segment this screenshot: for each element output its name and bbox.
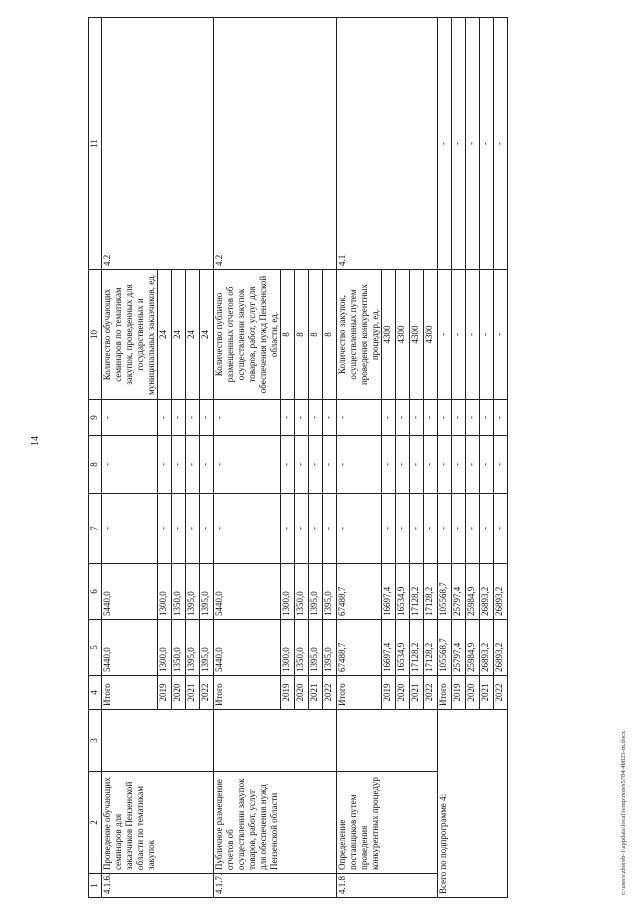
regional-budget-amount: 5440,0: [102, 564, 158, 620]
local-budget-amount: -: [158, 436, 172, 494]
total-amount: 5440,0: [102, 620, 158, 676]
file-path-footer: c:\users\zhoreb-1\appdata\local\temp\notes5784\4b823-m.docx: [620, 730, 627, 895]
local-budget-amount: -: [323, 436, 337, 494]
local-budget-amount: -: [337, 436, 382, 494]
col-header: 2: [89, 772, 102, 874]
indicator-value: -: [452, 270, 466, 400]
total-amount: 26893,2: [494, 620, 508, 676]
activity-row: [214, 18, 281, 898]
local-budget-amount: -: [452, 436, 466, 494]
total-amount: 1350,0: [295, 620, 309, 676]
indicator-value: -: [494, 270, 508, 400]
indicator-name: Количество закупок, осуществленных путем проведения конкурентных процедур, ед.: [337, 270, 382, 400]
executor-cell: [102, 710, 214, 772]
local-budget-amount: -: [494, 436, 508, 494]
other-sources-amount: -: [323, 400, 337, 436]
other-sources-amount: -: [102, 400, 158, 436]
col-header: 10: [89, 270, 102, 400]
federal-budget-amount: -: [410, 494, 424, 564]
local-budget-amount: -: [281, 436, 295, 494]
col-header: 5: [89, 620, 102, 676]
local-budget-amount: -: [424, 436, 438, 494]
col-header: 1: [89, 874, 102, 898]
other-sources-amount: -: [424, 400, 438, 436]
regional-budget-amount: 1395,0: [186, 564, 200, 620]
other-sources-amount: -: [438, 400, 452, 436]
indicator-value: -: [466, 270, 480, 400]
federal-budget-amount: -: [396, 494, 410, 564]
federal-budget-amount: -: [186, 494, 200, 564]
year-cell: 2022: [323, 676, 337, 710]
other-sources-amount: -: [200, 400, 214, 436]
col-header: 3: [89, 710, 102, 772]
federal-budget-amount: -: [102, 494, 158, 564]
local-budget-amount: -: [186, 436, 200, 494]
col-header: 8: [89, 436, 102, 494]
year-cell: 2020: [172, 676, 186, 710]
indicator-value: 24: [186, 270, 200, 400]
col-header: 11: [89, 18, 102, 270]
regional-budget-amount: 105568,7: [438, 564, 452, 620]
indicator-value: -: [480, 270, 494, 400]
total-amount: 1300,0: [158, 620, 172, 676]
indicator-value: 4300: [410, 270, 424, 400]
federal-budget-amount: -: [337, 494, 382, 564]
indicator-value: -: [438, 270, 452, 400]
federal-budget-amount: -: [200, 494, 214, 564]
regional-budget-amount: 26893,2: [494, 564, 508, 620]
total-amount: 26893,2: [480, 620, 494, 676]
activity-name: Определение поставщиков путем проведения конкурентных процедур: [337, 772, 438, 874]
executor-cell: [337, 710, 438, 772]
indicator-reference: 4.2: [102, 18, 214, 270]
federal-budget-amount: -: [214, 494, 281, 564]
local-budget-amount: -: [438, 436, 452, 494]
col-header: 7: [89, 494, 102, 564]
summary-label: Всего по подпрограмме 4:: [438, 710, 508, 898]
federal-budget-amount: -: [323, 494, 337, 564]
total-amount: 1395,0: [323, 620, 337, 676]
indicator-value: 24: [200, 270, 214, 400]
federal-budget-amount: -: [309, 494, 323, 564]
local-budget-amount: -: [295, 436, 309, 494]
other-sources-amount: -: [158, 400, 172, 436]
regional-budget-amount: 1300,0: [158, 564, 172, 620]
other-sources-amount: -: [466, 400, 480, 436]
col-header: 6: [89, 564, 102, 620]
total-amount: 1395,0: [186, 620, 200, 676]
year-cell: 2020: [396, 676, 410, 710]
regional-budget-amount: 17128,2: [424, 564, 438, 620]
other-sources-amount: -: [410, 400, 424, 436]
executor-cell: [214, 710, 337, 772]
activity-number: 4.1.8: [337, 874, 438, 898]
indicator-reference: 4.1: [337, 18, 438, 270]
year-cell: 2021: [309, 676, 323, 710]
indicator-value: 8: [323, 270, 337, 400]
federal-budget-amount: -: [494, 494, 508, 564]
regional-budget-amount: 1350,0: [172, 564, 186, 620]
other-sources-amount: -: [452, 400, 466, 436]
indicator-reference: -: [438, 18, 452, 270]
total-amount: 1300,0: [281, 620, 295, 676]
year-cell: 2022: [424, 676, 438, 710]
activity-number: 4.1.6.: [102, 874, 214, 898]
federal-budget-amount: -: [438, 494, 452, 564]
local-budget-amount: -: [382, 436, 396, 494]
other-sources-amount: -: [382, 400, 396, 436]
total-label: Итого: [102, 676, 158, 710]
total-amount: 25797,4: [452, 620, 466, 676]
total-amount: 16534,9: [396, 620, 410, 676]
federal-budget-amount: -: [172, 494, 186, 564]
indicator-reference: -: [452, 18, 466, 270]
rotated-table-container: [88, 18, 613, 898]
other-sources-amount: -: [295, 400, 309, 436]
page-number: 14: [30, 436, 41, 446]
year-cell: 2020: [295, 676, 309, 710]
activity-row: [337, 18, 382, 898]
indicator-name: Количество публично размещенных отчетов об осуществлении закупок товаров, работ, услуг для обеспечения нужд Пензенской области, ед.: [214, 270, 281, 400]
total-amount: 1350,0: [172, 620, 186, 676]
year-cell: 2019: [382, 676, 396, 710]
indicator-reference: -: [494, 18, 508, 270]
indicator-value: 4300: [382, 270, 396, 400]
other-sources-amount: -: [396, 400, 410, 436]
year-cell: 2019: [281, 676, 295, 710]
regional-budget-amount: 25984,9: [466, 564, 480, 620]
local-budget-amount: -: [396, 436, 410, 494]
regional-budget-amount: 16697,4: [382, 564, 396, 620]
total-label: Итого: [337, 676, 382, 710]
program-activities-table: [88, 17, 508, 898]
regional-budget-amount: 1395,0: [309, 564, 323, 620]
summary-row: [438, 18, 452, 898]
federal-budget-amount: -: [452, 494, 466, 564]
local-budget-amount: -: [466, 436, 480, 494]
total-label: Итого: [438, 676, 452, 710]
year-cell: 2021: [410, 676, 424, 710]
federal-budget-amount: -: [466, 494, 480, 564]
activity-row: [102, 18, 158, 898]
other-sources-amount: -: [186, 400, 200, 436]
indicator-value: 4300: [424, 270, 438, 400]
total-amount: 5440,0: [214, 620, 281, 676]
regional-budget-amount: 16534,9: [396, 564, 410, 620]
col-header: 4: [89, 676, 102, 710]
other-sources-amount: -: [172, 400, 186, 436]
regional-budget-amount: 1395,0: [200, 564, 214, 620]
indicator-value: 4300: [396, 270, 410, 400]
indicator-value: 8: [309, 270, 323, 400]
year-cell: 2019: [158, 676, 172, 710]
regional-budget-amount: 17128,2: [410, 564, 424, 620]
other-sources-amount: -: [281, 400, 295, 436]
local-budget-amount: -: [410, 436, 424, 494]
other-sources-amount: -: [337, 400, 382, 436]
other-sources-amount: -: [309, 400, 323, 436]
regional-budget-amount: 1300,0: [281, 564, 295, 620]
indicator-reference: 4.2: [214, 18, 337, 270]
local-budget-amount: -: [172, 436, 186, 494]
local-budget-amount: -: [200, 436, 214, 494]
other-sources-amount: -: [214, 400, 281, 436]
year-cell: 2021: [186, 676, 200, 710]
local-budget-amount: -: [309, 436, 323, 494]
federal-budget-amount: -: [382, 494, 396, 564]
federal-budget-amount: -: [480, 494, 494, 564]
column-number-row: [89, 18, 102, 898]
year-cell: 2022: [494, 676, 508, 710]
local-budget-amount: -: [102, 436, 158, 494]
regional-budget-amount: 25797,4: [452, 564, 466, 620]
regional-budget-amount: 1350,0: [295, 564, 309, 620]
total-amount: 25984,9: [466, 620, 480, 676]
year-cell: 2019: [452, 676, 466, 710]
regional-budget-amount: 26893,2: [480, 564, 494, 620]
indicator-value: 8: [295, 270, 309, 400]
total-amount: 105568,7: [438, 620, 452, 676]
indicator-value: 24: [158, 270, 172, 400]
total-amount: 16697,4: [382, 620, 396, 676]
indicator-reference: -: [466, 18, 480, 270]
local-budget-amount: -: [480, 436, 494, 494]
total-amount: 17128,2: [424, 620, 438, 676]
indicator-value: 24: [172, 270, 186, 400]
col-header: 9: [89, 400, 102, 436]
other-sources-amount: -: [480, 400, 494, 436]
activity-name: Публичное размещение отчетов об осуществлении закупок товаров, работ, услуг для обеспечения нужд Пензенской области: [214, 772, 337, 874]
activity-number: 4.1.7.: [214, 874, 337, 898]
indicator-value: 8: [281, 270, 295, 400]
local-budget-amount: -: [214, 436, 281, 494]
regional-budget-amount: 1395,0: [323, 564, 337, 620]
total-amount: 1395,0: [309, 620, 323, 676]
year-cell: 2021: [480, 676, 494, 710]
activity-name: Проведение обучающих семинаров для заказчиков Пензенской области по тематикам закупок: [102, 772, 214, 874]
federal-budget-amount: -: [158, 494, 172, 564]
federal-budget-amount: -: [281, 494, 295, 564]
year-cell: 2022: [200, 676, 214, 710]
other-sources-amount: -: [494, 400, 508, 436]
federal-budget-amount: -: [295, 494, 309, 564]
regional-budget-amount: 5440,0: [214, 564, 281, 620]
total-label: Итого: [214, 676, 281, 710]
indicator-name: Количество обучающих семинаров по тематикам закупок, проведенных для государственных и муниципальных заказчиков, ед.: [102, 270, 158, 400]
year-cell: 2020: [466, 676, 480, 710]
total-amount: 67488,7: [337, 620, 382, 676]
total-amount: 17128,2: [410, 620, 424, 676]
regional-budget-amount: 67488,7: [337, 564, 382, 620]
indicator-reference: -: [480, 18, 494, 270]
total-amount: 1395,0: [200, 620, 214, 676]
federal-budget-amount: -: [424, 494, 438, 564]
